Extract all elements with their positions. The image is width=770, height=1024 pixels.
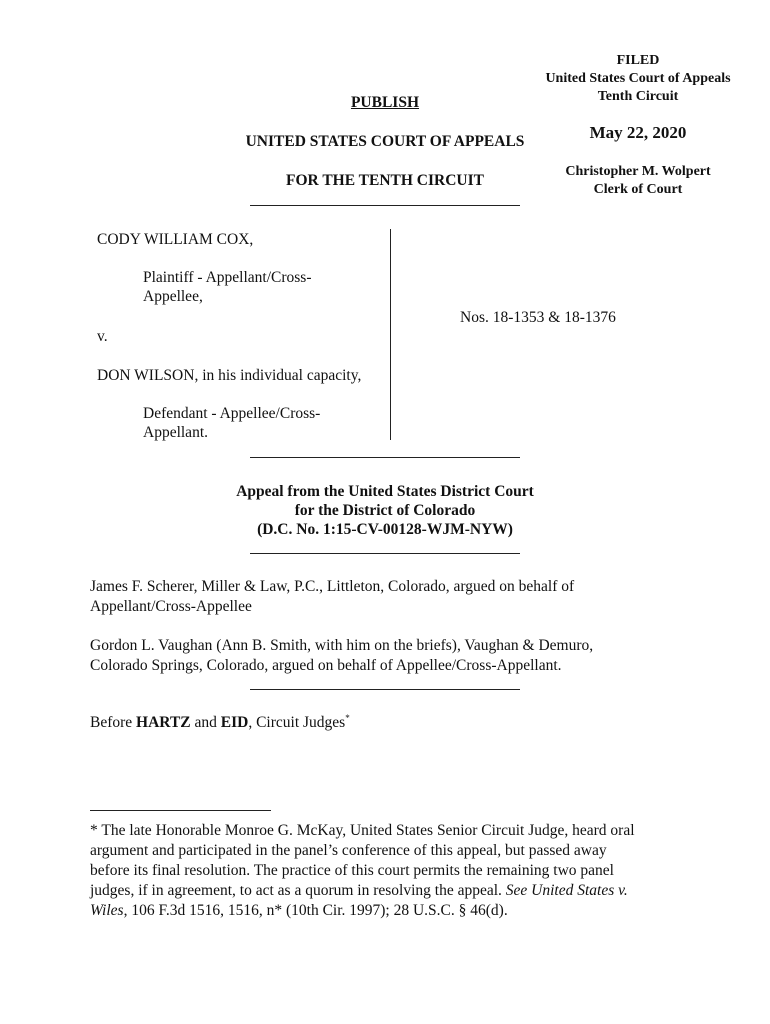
plaintiff-role-line2: Appellee, [143, 288, 203, 305]
divider [250, 689, 520, 690]
appellant-counsel-line2: Appellant/Cross-Appellee [90, 598, 252, 615]
caption-divider [390, 229, 391, 440]
footnote-line1: * The late Honorable Monroe G. McKay, United States Senior Circuit Judge, heard oral [90, 822, 635, 839]
panel-line [90, 713, 690, 733]
publish-heading: PUBLISH [350, 94, 420, 111]
judge-eid: EID [220, 714, 249, 731]
appellee-counsel-line2: Colorado Springs, Colorado, argued on behalf of Appellee/Cross-Appellant. [90, 657, 562, 674]
appeal-line1: Appeal from the United States District Court [236, 483, 534, 500]
footnote-marker: * [345, 712, 350, 723]
court-heading: UNITED STATES COURT OF APPEALS [245, 133, 525, 150]
appeal-line2: for the District of Colorado [294, 502, 476, 519]
judge-hartz: HARTZ [136, 714, 191, 731]
footnote-citation-signal: See United States v. [505, 882, 628, 899]
plaintiff-name: CODY WILLIAM COX, [97, 231, 254, 248]
panel-before: Before [90, 714, 137, 731]
stamp-filed: FILED [616, 53, 660, 68]
defendant-role-line2: Appellant. [143, 424, 208, 441]
stamp-circuit: Tenth Circuit [597, 89, 679, 104]
footnote-line4 [90, 881, 690, 901]
stamp-court: United States Court of Appeals [545, 71, 731, 86]
divider [250, 553, 520, 554]
footnote-line4-text: judges, if in agreement, to act as a quorum in resolving the appeal. [90, 882, 506, 899]
panel-rest: , Circuit Judges [248, 714, 346, 731]
panel-and: and [190, 714, 221, 731]
appeal-docket: (D.C. No. 1:15-CV-00128-WJM-NYW) [257, 521, 513, 538]
appellee-counsel-line1: Gordon L. Vaughan (Ann B. Smith, with him on the briefs), Vaughan & Demuro, [90, 637, 594, 654]
stamp-clerk-title: Clerk of Court [593, 182, 683, 197]
circuit-heading: FOR THE TENTH CIRCUIT [286, 172, 484, 189]
defendant-role-line1: Defendant - Appellee/Cross- [143, 405, 321, 422]
footnote-separator [90, 810, 271, 811]
stamp-date: May 22, 2020 [589, 123, 687, 142]
stamp-clerk-name: Christopher M. Wolpert [565, 164, 711, 179]
defendant-name: DON WILSON, in his individual capacity, [97, 367, 362, 384]
footnote-case-name: Wiles [90, 902, 124, 919]
footnote-line2: argument and participated in the panel’s conference of this appeal, but passed away [90, 842, 607, 859]
appellant-counsel-line1: James F. Scherer, Miller & Law, P.C., Littleton, Colorado, argued on behalf of [90, 578, 575, 595]
divider [250, 205, 520, 206]
footnote-line5 [90, 901, 690, 921]
footnote-line3: before its final resolution. The practice of this court permits the remaining two panel [90, 862, 614, 879]
divider [250, 457, 520, 458]
versus: v. [97, 328, 108, 345]
footnote-line5-text: , 106 F.3d 1516, 1516, n* (10th Cir. 1997); 28 U.S.C. § 46(d). [123, 902, 508, 919]
plaintiff-role-line1: Plaintiff - Appellant/Cross- [143, 269, 312, 286]
case-numbers: Nos. 18-1353 & 18-1376 [460, 309, 616, 326]
